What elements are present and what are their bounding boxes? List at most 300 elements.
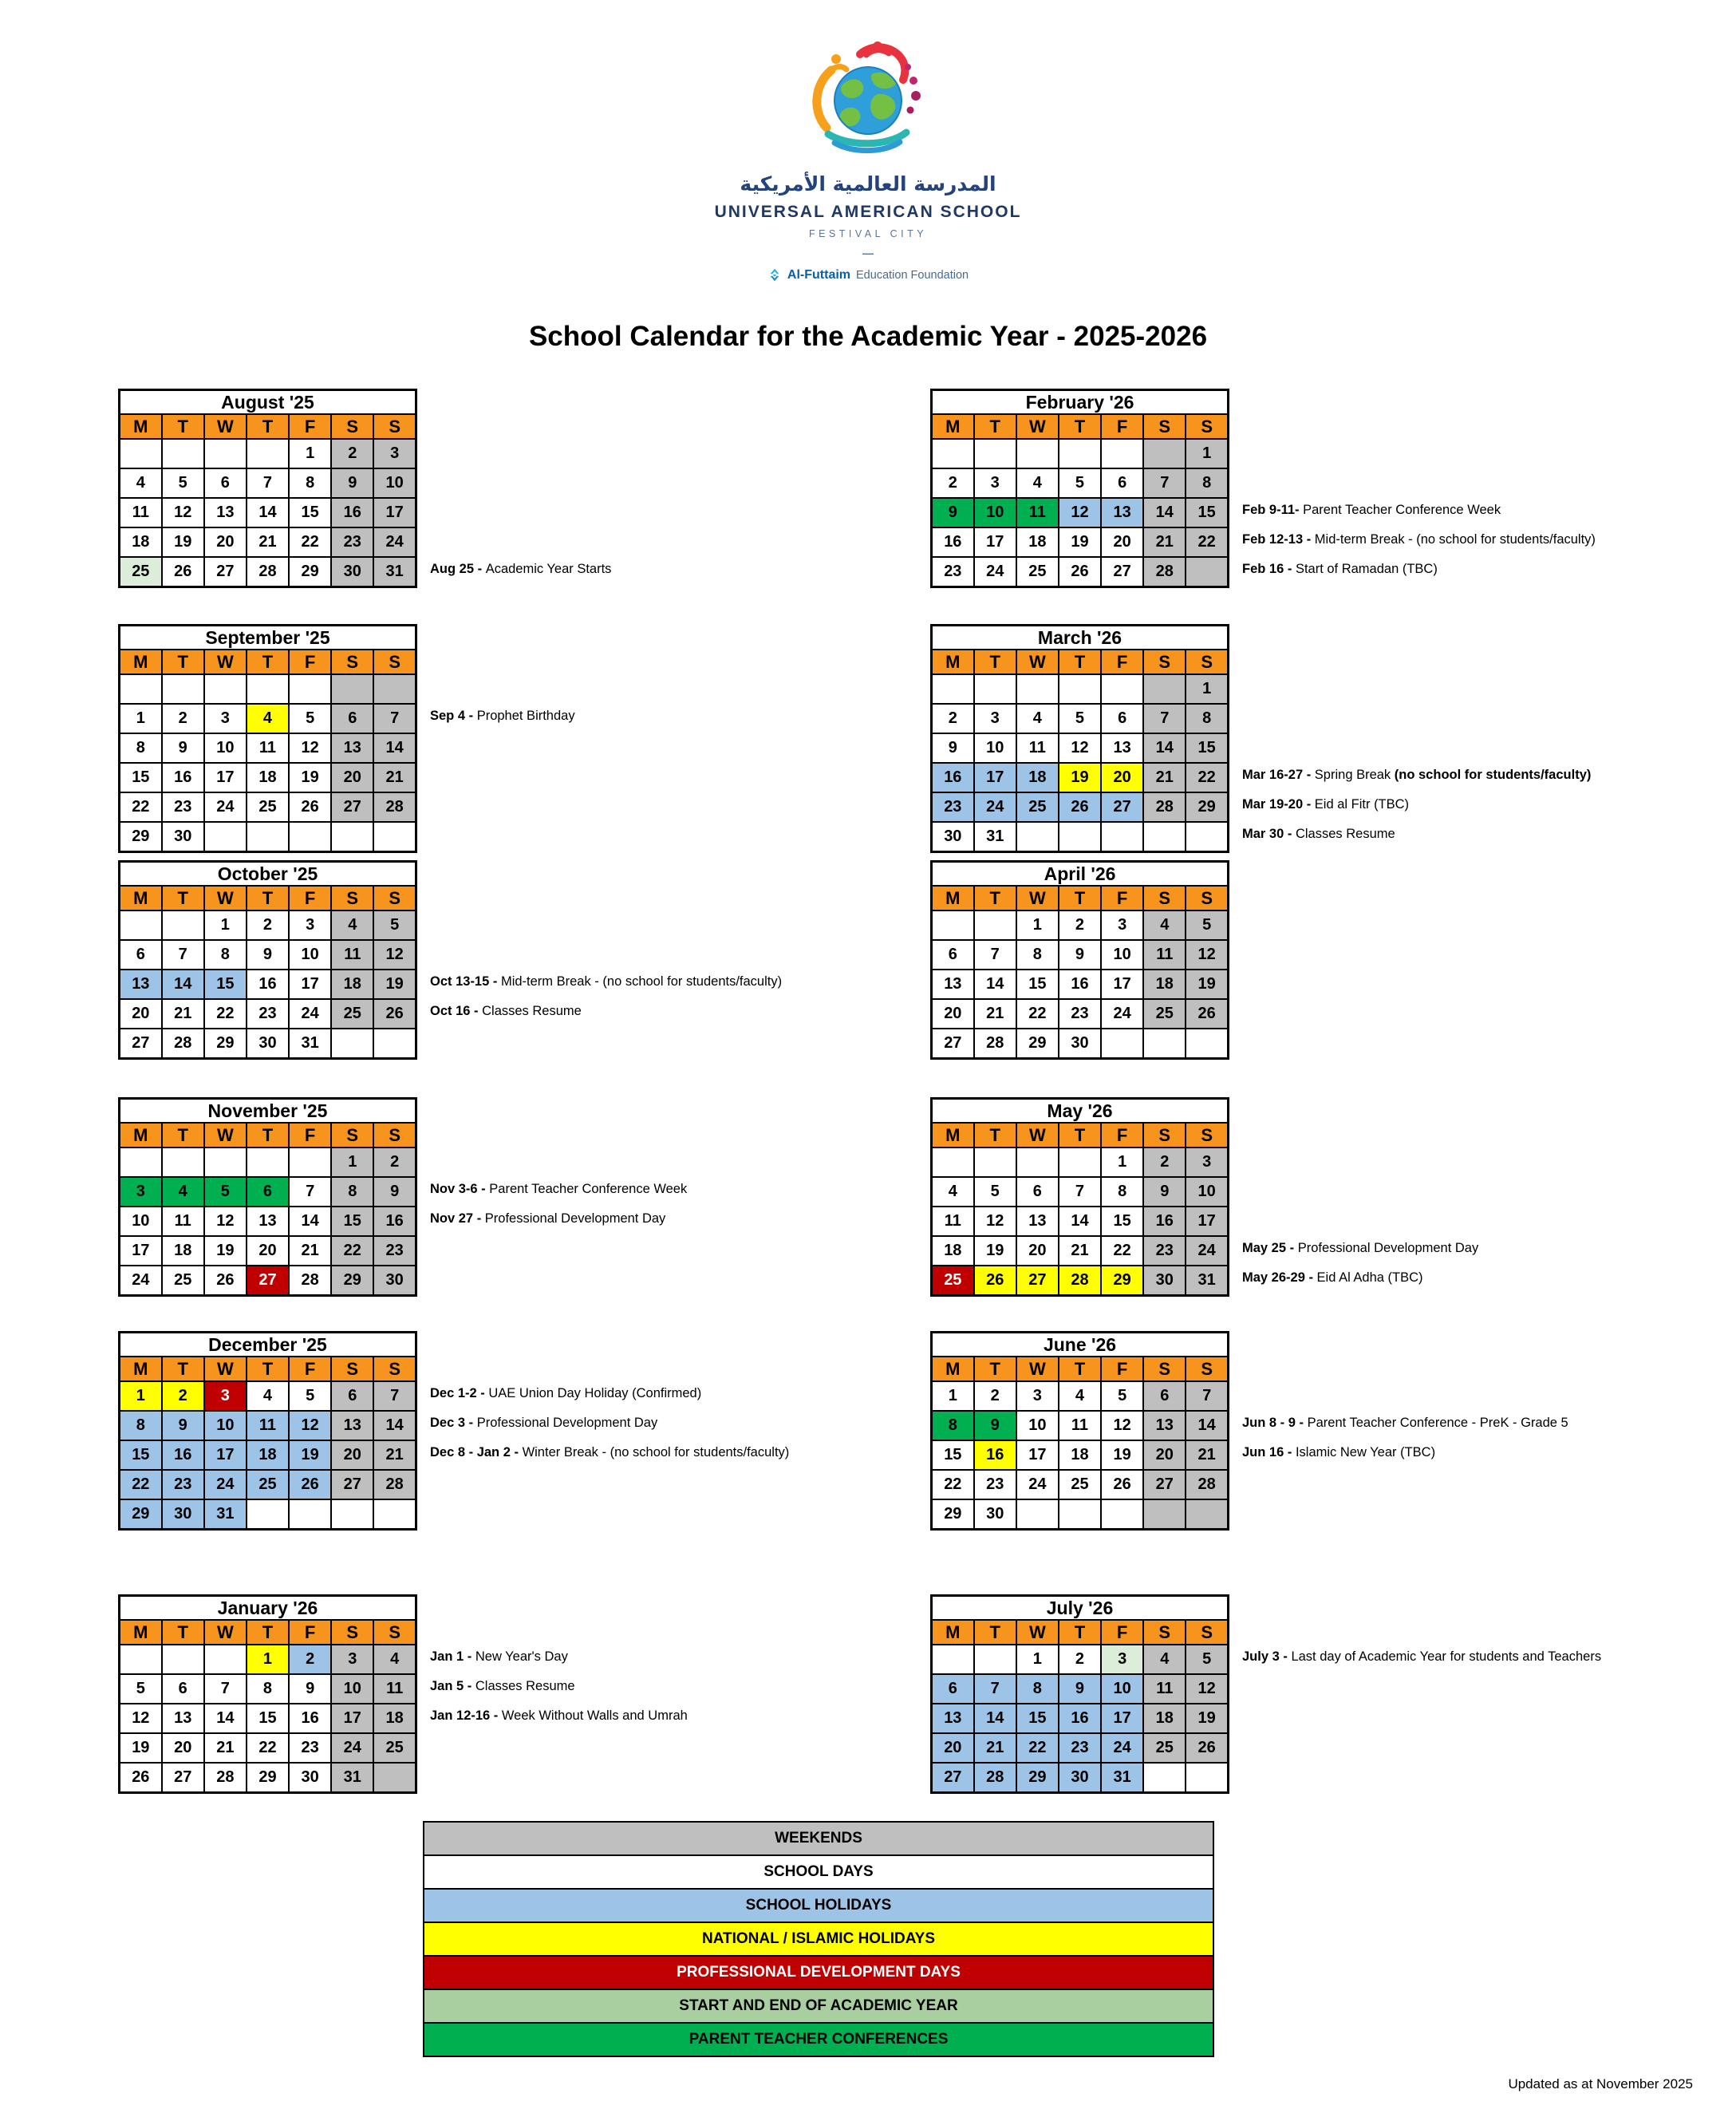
day-cell	[162, 1645, 204, 1674]
day-cell: 5	[1186, 910, 1228, 940]
day-cell: 27	[331, 1470, 373, 1499]
day-cell: 19	[1059, 527, 1101, 557]
day-cell: 13	[204, 498, 247, 527]
day-cell: 29	[120, 1499, 162, 1530]
day-cell: 27	[932, 1029, 974, 1059]
day-cell: 18	[932, 1236, 974, 1266]
day-cell: 7	[373, 704, 416, 733]
day-cell: 1	[1186, 674, 1228, 704]
day-cell: 24	[204, 1470, 247, 1499]
day-cell: 1	[331, 1147, 373, 1177]
week-row	[932, 1029, 1229, 1059]
day-cell: 7	[1059, 1177, 1101, 1207]
day-cell: 19	[1186, 1704, 1228, 1733]
weekday-header: T	[974, 886, 1016, 910]
day-cell	[1143, 1763, 1186, 1793]
day-cell: 16	[1143, 1207, 1186, 1236]
day-cell: 8	[1186, 468, 1228, 498]
day-cell	[1016, 674, 1059, 704]
day-cell	[204, 1147, 247, 1177]
annotation-date: Mar 19-20 -	[1242, 797, 1315, 812]
day-cell: 26	[120, 1763, 162, 1793]
day-cell: 7	[247, 468, 289, 498]
day-cell: 1	[204, 910, 247, 940]
day-cell: 26	[1101, 1470, 1143, 1499]
day-cell: 7	[1186, 1381, 1228, 1411]
day-cell: 12	[373, 940, 416, 970]
month-block-july-26	[930, 1594, 1229, 1794]
month-calendar-october-25	[118, 860, 417, 1060]
day-cell	[974, 1147, 1016, 1177]
month-title: September '25	[120, 626, 416, 650]
day-cell: 19	[1101, 1440, 1143, 1470]
day-cell: 2	[932, 468, 974, 498]
weekday-header: F	[1101, 1620, 1143, 1645]
week-row	[932, 498, 1229, 527]
day-cell: 4	[1016, 704, 1059, 733]
weekday-header: S	[373, 414, 416, 439]
weekday-header: M	[932, 1620, 974, 1645]
month-title: November '25	[120, 1099, 416, 1124]
week-row	[932, 1207, 1229, 1236]
day-cell: 23	[1143, 1236, 1186, 1266]
day-cell: 12	[289, 1411, 331, 1440]
annotation-text: Winter Break - (no school for students/faculty)	[522, 1445, 790, 1459]
weekday-header: F	[289, 650, 331, 674]
day-cell: 7	[1143, 704, 1186, 733]
day-cell: 18	[120, 527, 162, 557]
weekday-header: M	[932, 1357, 974, 1381]
day-cell	[1143, 674, 1186, 704]
day-cell: 26	[1186, 1733, 1228, 1763]
day-cell: 24	[289, 999, 331, 1029]
day-cell	[1101, 822, 1143, 852]
legend-label: PROFESSIONAL DEVELOPMENT DAYS	[677, 1964, 961, 1981]
day-cell: 29	[204, 1029, 247, 1059]
weekday-header: S	[1143, 414, 1186, 439]
week-row	[120, 1147, 416, 1177]
day-cell: 24	[974, 557, 1016, 587]
week-row	[932, 1499, 1229, 1530]
day-cell: 3	[120, 1177, 162, 1207]
day-cell: 13	[932, 1704, 974, 1733]
day-cell: 9	[373, 1177, 416, 1207]
day-cell	[373, 822, 416, 852]
day-cell: 8	[331, 1177, 373, 1207]
week-row	[120, 1177, 416, 1207]
weekday-header: S	[331, 414, 373, 439]
day-cell: 11	[373, 1674, 416, 1704]
day-cell: 9	[1059, 940, 1101, 970]
annotation-date: Jan 12-16 -	[430, 1708, 502, 1723]
weekday-header: T	[1059, 650, 1101, 674]
day-cell: 23	[247, 999, 289, 1029]
day-cell: 19	[289, 1440, 331, 1470]
day-cell	[1186, 822, 1228, 852]
week-row	[120, 439, 416, 468]
day-cell: 31	[331, 1763, 373, 1793]
day-cell: 18	[247, 763, 289, 792]
day-cell	[932, 1147, 974, 1177]
day-cell: 25	[373, 1733, 416, 1763]
day-cell: 11	[1143, 1674, 1186, 1704]
day-cell: 29	[120, 822, 162, 852]
week-row	[932, 439, 1229, 468]
annotation-date: Jun 16 -	[1242, 1445, 1296, 1459]
annotation-date: Nov 3-6 -	[430, 1182, 490, 1196]
day-cell: 5	[1101, 1381, 1143, 1411]
week-row	[120, 822, 416, 852]
day-cell	[162, 674, 204, 704]
month-calendar-june-26	[930, 1331, 1229, 1531]
month-title-row	[932, 390, 1229, 415]
month-title-row	[120, 1596, 416, 1621]
day-cell: 25	[1016, 792, 1059, 822]
day-cell: 22	[204, 999, 247, 1029]
weekday-header-row	[120, 414, 416, 439]
week-row	[932, 1236, 1229, 1266]
day-cell: 2	[247, 910, 289, 940]
day-cell: 18	[247, 1440, 289, 1470]
day-cell: 22	[1016, 1733, 1059, 1763]
weekday-header: T	[1059, 1123, 1101, 1147]
day-cell	[373, 1029, 416, 1059]
annotation	[430, 1678, 575, 1694]
day-cell	[1186, 557, 1228, 587]
day-cell: 2	[1059, 910, 1101, 940]
annotations-november-25	[417, 1097, 930, 1297]
week-row	[120, 1763, 416, 1793]
weekday-header-row	[932, 414, 1229, 439]
day-cell: 6	[204, 468, 247, 498]
day-cell: 21	[289, 1236, 331, 1266]
day-cell: 13	[932, 970, 974, 999]
day-cell: 18	[331, 970, 373, 999]
day-cell: 13	[331, 733, 373, 763]
day-cell: 20	[162, 1733, 204, 1763]
week-row	[932, 1470, 1229, 1499]
day-cell: 18	[1143, 1704, 1186, 1733]
day-cell	[974, 439, 1016, 468]
annotation	[1242, 826, 1395, 842]
weekday-header: S	[331, 1357, 373, 1381]
weekday-header: S	[1143, 886, 1186, 910]
day-cell: 19	[120, 1733, 162, 1763]
day-cell: 29	[1101, 1266, 1143, 1296]
day-cell: 4	[247, 1381, 289, 1411]
day-cell: 12	[1059, 733, 1101, 763]
weekday-header-row	[932, 1123, 1229, 1147]
day-cell: 24	[1016, 1470, 1059, 1499]
weekday-header: F	[289, 1620, 331, 1645]
day-cell: 17	[120, 1236, 162, 1266]
day-cell: 5	[204, 1177, 247, 1207]
annotation-text: Professional Development Day	[484, 1211, 666, 1226]
day-cell: 14	[974, 970, 1016, 999]
week-row	[120, 1674, 416, 1704]
annotation-date: Jan 5 -	[430, 1679, 475, 1693]
day-cell: 6	[331, 704, 373, 733]
annotation-date: Oct 16 -	[430, 1004, 483, 1018]
day-cell: 31	[1186, 1266, 1228, 1296]
day-cell: 15	[1101, 1207, 1143, 1236]
day-cell: 3	[1186, 1147, 1228, 1177]
day-cell: 11	[162, 1207, 204, 1236]
day-cell	[1059, 1147, 1101, 1177]
weekday-header: M	[932, 650, 974, 674]
day-cell: 28	[162, 1029, 204, 1059]
day-cell: 26	[1186, 999, 1228, 1029]
day-cell	[247, 1147, 289, 1177]
day-cell	[120, 910, 162, 940]
day-cell	[204, 822, 247, 852]
month-title: March '26	[932, 626, 1229, 650]
weekday-header: S	[1186, 650, 1228, 674]
annotation-date: Jun 8 - 9 -	[1242, 1416, 1308, 1430]
day-cell: 9	[162, 1411, 204, 1440]
day-cell: 28	[204, 1763, 247, 1793]
day-cell: 17	[204, 1440, 247, 1470]
day-cell	[247, 1499, 289, 1530]
day-cell	[162, 439, 204, 468]
weekday-header: S	[1186, 1357, 1228, 1381]
annotation-date: July 3 -	[1242, 1649, 1292, 1664]
weekday-header: F	[1101, 1123, 1143, 1147]
weekday-header: T	[247, 1123, 289, 1147]
day-cell: 27	[1101, 792, 1143, 822]
week-row	[120, 527, 416, 557]
annotation-date: Feb 16 -	[1242, 562, 1296, 576]
weekday-header: M	[120, 886, 162, 910]
day-cell: 11	[247, 733, 289, 763]
month-block-november-25	[118, 1097, 417, 1297]
day-cell: 6	[1101, 704, 1143, 733]
day-cell: 15	[331, 1207, 373, 1236]
month-block-september-25	[118, 624, 417, 853]
weekday-header: S	[1186, 1123, 1228, 1147]
legend-row-national-islamic-holidays	[424, 1923, 1213, 1957]
day-cell: 8	[289, 468, 331, 498]
annotations-october-25	[417, 860, 930, 1060]
legend-row-weekends	[424, 1823, 1213, 1856]
day-cell: 24	[1186, 1236, 1228, 1266]
day-cell	[1143, 822, 1186, 852]
month-title-row	[120, 862, 416, 887]
weekday-header: T	[974, 1357, 1016, 1381]
day-cell: 13	[1101, 733, 1143, 763]
month-title-row	[932, 1596, 1229, 1621]
day-cell: 15	[932, 1440, 974, 1470]
weekday-header: T	[247, 414, 289, 439]
day-cell: 2	[1143, 1147, 1186, 1177]
week-row	[120, 1470, 416, 1499]
day-cell: 22	[331, 1236, 373, 1266]
day-cell: 6	[120, 940, 162, 970]
day-cell: 23	[1059, 1733, 1101, 1763]
day-cell: 19	[373, 970, 416, 999]
day-cell: 14	[373, 733, 416, 763]
day-cell: 17	[974, 527, 1016, 557]
day-cell: 9	[932, 498, 974, 527]
day-cell: 12	[1101, 1411, 1143, 1440]
day-cell: 21	[974, 999, 1016, 1029]
legend-label: PARENT TEACHER CONFERENCES	[688, 2031, 949, 2048]
day-cell: 25	[162, 1266, 204, 1296]
day-cell: 2	[974, 1381, 1016, 1411]
day-cell: 19	[289, 763, 331, 792]
day-cell: 28	[974, 1029, 1016, 1059]
day-cell: 11	[120, 498, 162, 527]
annotation-date: Dec 8 - Jan 2 -	[430, 1445, 523, 1459]
day-cell	[289, 822, 331, 852]
weekday-header: S	[1143, 1620, 1186, 1645]
day-cell: 30	[932, 822, 974, 852]
day-cell: 22	[289, 527, 331, 557]
day-cell: 2	[331, 439, 373, 468]
day-cell: 14	[373, 1411, 416, 1440]
weekday-header: W	[1016, 1620, 1059, 1645]
day-cell	[974, 674, 1016, 704]
day-cell	[1101, 439, 1143, 468]
day-cell: 15	[247, 1704, 289, 1733]
weekday-header: W	[204, 650, 247, 674]
day-cell	[289, 1147, 331, 1177]
annotation-date: Mar 30 -	[1242, 827, 1296, 841]
week-row	[932, 1440, 1229, 1470]
day-cell: 13	[162, 1704, 204, 1733]
day-cell: 13	[120, 970, 162, 999]
weekday-header-row	[932, 650, 1229, 674]
day-cell	[1101, 1499, 1143, 1530]
day-cell: 1	[120, 704, 162, 733]
day-cell: 28	[289, 1266, 331, 1296]
day-cell: 14	[1143, 498, 1186, 527]
day-cell	[1016, 1147, 1059, 1177]
day-cell	[120, 674, 162, 704]
day-cell: 31	[1101, 1763, 1143, 1793]
day-cell: 11	[247, 1411, 289, 1440]
day-cell: 3	[1101, 1645, 1143, 1674]
day-cell: 5	[162, 468, 204, 498]
day-cell: 26	[289, 792, 331, 822]
day-cell	[932, 910, 974, 940]
school-name-arabic: المدرسة العالمية الأمريكية	[740, 172, 996, 196]
weekday-header-row	[120, 1123, 416, 1147]
annotation-text: Start of Ramadan (TBC)	[1295, 562, 1438, 576]
day-cell: 1	[1101, 1147, 1143, 1177]
annotation	[430, 1708, 688, 1724]
week-row	[932, 468, 1229, 498]
weekday-header-row	[932, 1357, 1229, 1381]
day-cell: 21	[204, 1733, 247, 1763]
day-cell: 21	[974, 1733, 1016, 1763]
day-cell: 27	[247, 1266, 289, 1296]
weekday-header: S	[331, 1620, 373, 1645]
week-row	[120, 970, 416, 999]
day-cell: 21	[247, 527, 289, 557]
updated-note: Updated as at November 2025	[1508, 2076, 1693, 2091]
week-row	[120, 733, 416, 763]
day-cell: 1	[1186, 439, 1228, 468]
day-cell: 23	[162, 1470, 204, 1499]
week-row	[120, 1029, 416, 1059]
annotation-text: New Year's Day	[475, 1649, 568, 1664]
day-cell: 12	[974, 1207, 1016, 1236]
day-cell: 7	[373, 1381, 416, 1411]
day-cell: 6	[331, 1381, 373, 1411]
annotation-text: Classes Resume	[475, 1679, 575, 1693]
day-cell: 20	[1101, 763, 1143, 792]
day-cell	[1101, 1029, 1143, 1059]
day-cell: 17	[204, 763, 247, 792]
day-cell: 29	[247, 1763, 289, 1793]
day-cell: 23	[932, 792, 974, 822]
weekday-header-row	[932, 1620, 1229, 1645]
weekday-header: T	[974, 414, 1016, 439]
day-cell: 17	[1101, 1704, 1143, 1733]
annotation-text: Mid-term Break - (no school for students/faculty)	[1314, 532, 1596, 547]
annotation-text: Islamic New Year (TBC)	[1295, 1445, 1436, 1459]
annotation-text: Week Without Walls and Umrah	[501, 1708, 688, 1723]
day-cell: 18	[1016, 527, 1059, 557]
weekday-header: W	[204, 414, 247, 439]
week-row	[932, 1266, 1229, 1296]
weekday-header: S	[1186, 414, 1228, 439]
day-cell: 10	[204, 733, 247, 763]
annotation-text: Eid Al Adha (TBC)	[1316, 1270, 1423, 1285]
weekday-header: T	[162, 1357, 204, 1381]
day-cell: 13	[331, 1411, 373, 1440]
day-cell: 23	[974, 1470, 1016, 1499]
day-cell: 5	[289, 1381, 331, 1411]
day-cell: 8	[204, 940, 247, 970]
day-cell	[204, 1645, 247, 1674]
weekday-header: S	[331, 886, 373, 910]
week-row	[932, 999, 1229, 1029]
weekday-header: M	[120, 1357, 162, 1381]
al-futtaim-icon	[767, 268, 782, 282]
day-cell: 27	[1016, 1266, 1059, 1296]
day-cell: 4	[1143, 1645, 1186, 1674]
annotations-july-26	[1229, 1594, 1736, 1794]
annotation-date: Oct 13-15 -	[430, 974, 501, 989]
month-calendar-september-25	[118, 624, 417, 853]
day-cell: 14	[974, 1704, 1016, 1733]
month-pair-row	[0, 860, 1736, 1060]
day-cell	[1059, 822, 1101, 852]
day-cell: 19	[204, 1236, 247, 1266]
day-cell	[932, 674, 974, 704]
day-cell	[974, 1645, 1016, 1674]
weekday-header: S	[331, 1123, 373, 1147]
week-row	[932, 763, 1229, 792]
day-cell: 30	[331, 557, 373, 587]
day-cell: 14	[247, 498, 289, 527]
weekday-header: M	[120, 414, 162, 439]
annotation	[430, 1211, 665, 1226]
legend-row-school-days	[424, 1856, 1213, 1890]
day-cell: 30	[1059, 1029, 1101, 1059]
day-cell: 3	[373, 439, 416, 468]
day-cell: 28	[247, 557, 289, 587]
day-cell: 9	[1143, 1177, 1186, 1207]
day-cell: 10	[373, 468, 416, 498]
day-cell: 16	[247, 970, 289, 999]
day-cell: 13	[1016, 1207, 1059, 1236]
month-calendar-april-26	[930, 860, 1229, 1060]
day-cell: 30	[1059, 1763, 1101, 1793]
day-cell: 24	[120, 1266, 162, 1296]
